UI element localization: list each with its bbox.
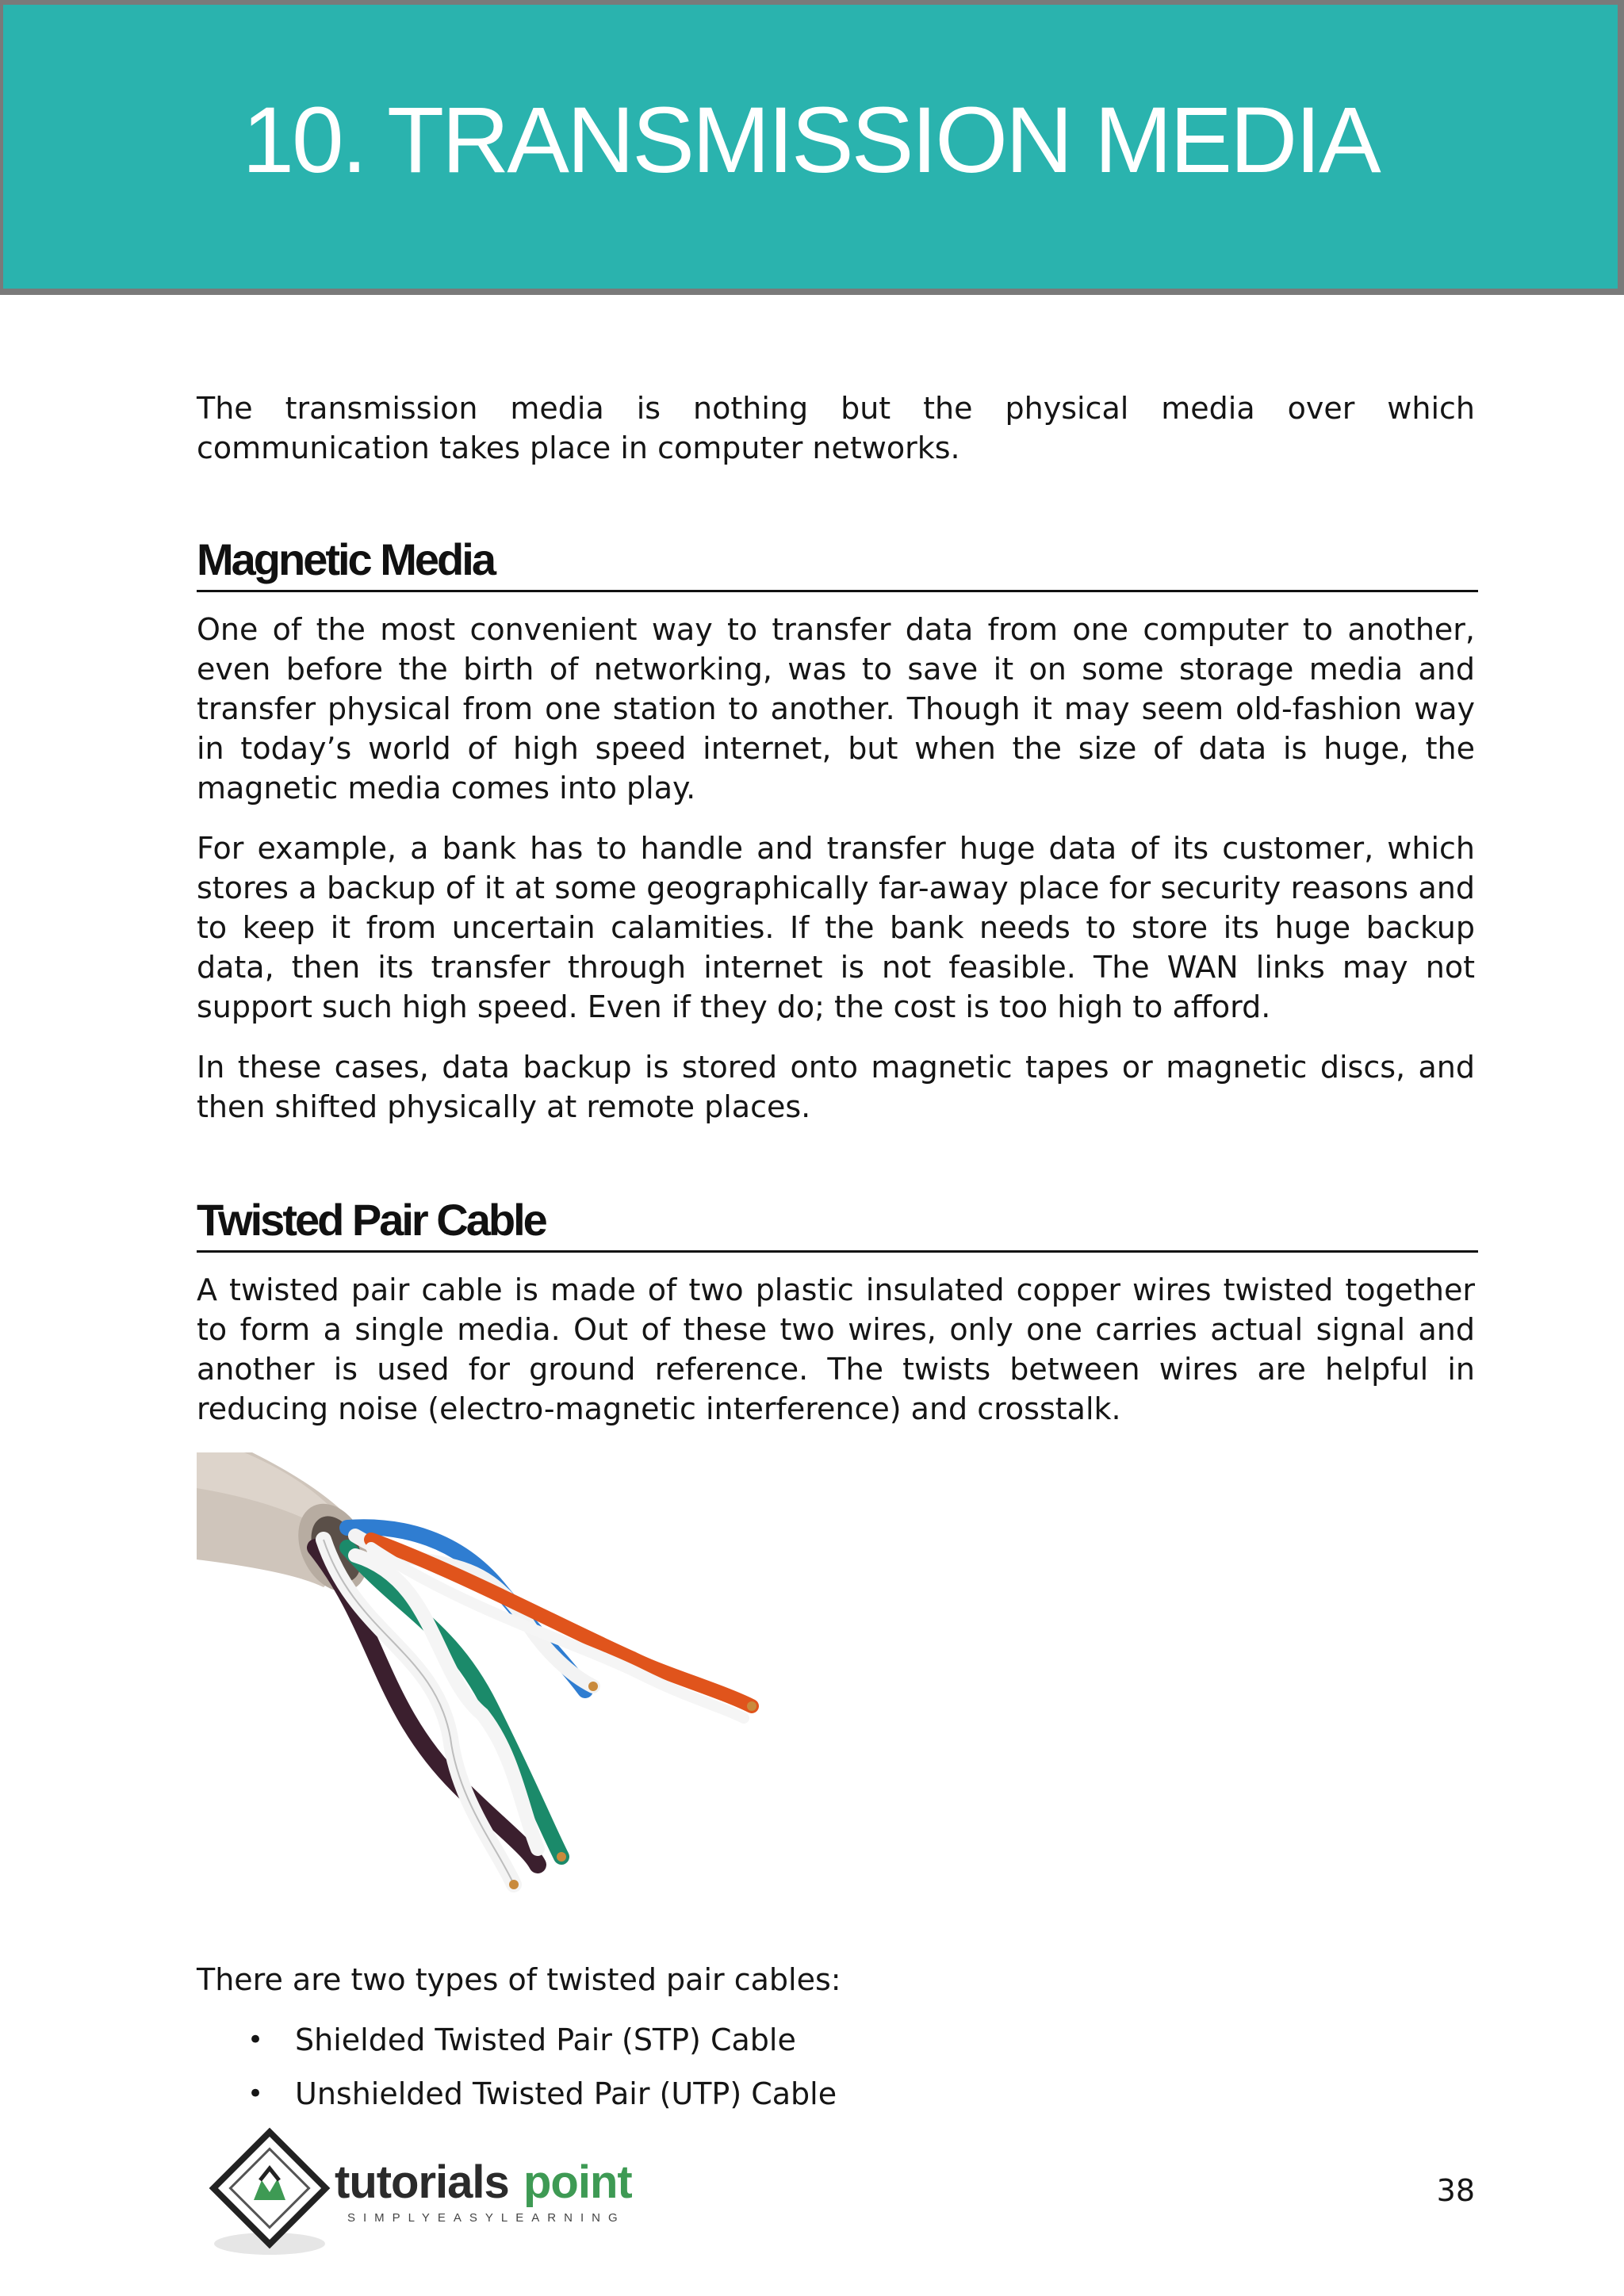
tutorialspoint-logo bbox=[198, 2125, 722, 2267]
logo-word-part2: point bbox=[523, 2156, 632, 2208]
twisted-pair-cable-image bbox=[197, 1452, 768, 1912]
list-item-text: Shielded Twisted Pair (STP) Cable bbox=[295, 2022, 796, 2057]
logo-tagline: SIMPLYEASYLEARNING bbox=[347, 2211, 626, 2225]
magnetic-media-paragraph-2: For example, a bank has to handle and transfer huge data of its customer, which stores a backup of it at some geographically far-away place for security reasons and to keep it from uncertain calamities. If the bank needs to store its huge backup data, then its transfer through internet is not feasible. The WAN links may not support such high speed. Even if they do; the cost is too high to afford. bbox=[197, 831, 1475, 1024]
logo-word-part1: tutorials bbox=[335, 2156, 509, 2208]
magnetic-media-paragraph-3: In these cases, data backup is stored onto magnetic tapes or magnetic discs, and then shifted physically at remote places. bbox=[197, 1050, 1475, 1124]
twisted-pair-types-list bbox=[197, 2020, 1475, 2114]
magnetic-media-paragraph-1: One of the most convenient way to transfer data from one computer to another, even before the birth of networking, was to save it on some storage media and transfer physical from one station to another. Though it may seem old-fashion way in today’s world of high speed internet, but when the size of data is huge, the magnetic media comes into play. bbox=[197, 612, 1475, 806]
list-item bbox=[197, 2020, 1475, 2060]
bullet-icon: • bbox=[247, 2024, 264, 2056]
bullet-icon: • bbox=[247, 2078, 264, 2110]
chapter-banner bbox=[0, 0, 1624, 295]
twisted-pair-types-intro: There are two types of twisted pair cables: bbox=[197, 1962, 841, 1997]
page-content bbox=[197, 388, 1475, 2128]
list-item-text: Unshielded Twisted Pair (UTP) Cable bbox=[295, 2076, 837, 2111]
twisted-pair-paragraph: A twisted pair cable is made of two plastic insulated copper wires twisted together to form a single media. Out of these two wires, only one carries actual signal and another is used for ground reference. The twists between wires are helpful in reducing noise (electro-magnetic interference) and crosstalk. bbox=[197, 1272, 1475, 1426]
list-item bbox=[197, 2074, 1475, 2114]
section-heading-magnetic-media: Magnetic Media bbox=[197, 533, 1478, 592]
section-heading-twisted-pair: Twisted Pair Cable bbox=[197, 1193, 1478, 1253]
chapter-title: 10. TRANSMISSION MEDIA bbox=[242, 88, 1379, 193]
section-spacer bbox=[197, 1147, 1475, 1193]
intro-paragraph: The transmission media is nothing but the physical media over which communication takes place in computer networks. bbox=[197, 391, 1475, 465]
page-number: 38 bbox=[1436, 2173, 1475, 2208]
